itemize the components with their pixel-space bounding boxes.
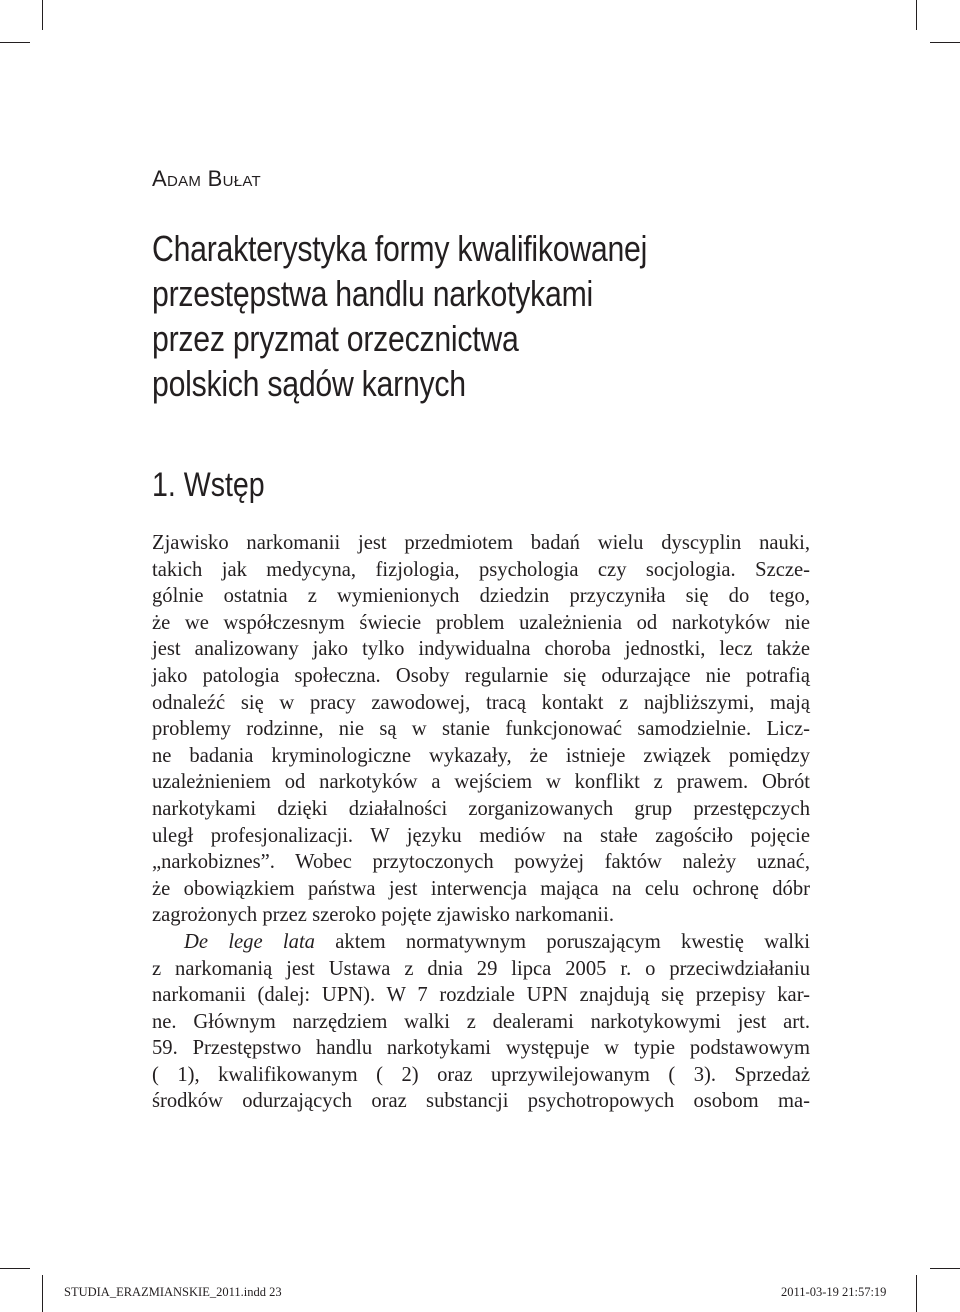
text-line: jako patologia społeczna. Osoby regularnie się odurzające nie potrafią (152, 664, 810, 687)
title-line: Charakterystyka formy kwalifikowanej (152, 228, 648, 269)
footer-timestamp: 2011-03-19 21:57:19 (781, 1285, 887, 1299)
crop-mark-top-right-h (930, 42, 960, 43)
text-line: zagrożonych przez szeroko pojęte zjawisko narkomanii. (152, 904, 615, 927)
text-line: że obowiązkiem państwa jest interwencja mająca na celu ochronę dóbr (152, 877, 810, 900)
section-heading: 1. Wstęp (152, 466, 265, 504)
crop-mark-bottom-right-h (930, 1268, 960, 1269)
text-line: 59. Przestępstwo handlu narkotykami występuje w typie podstawowym (152, 1037, 810, 1060)
text-line: z narkomanią jest Ustawa z dnia 29 lipca 2005 r. o przeciwdziałaniu (152, 957, 810, 980)
text-line: że we współczesnym świecie problem uzależnienia od narkotyków nie (152, 611, 810, 634)
title-line: przestępstwa handlu narkotykami (152, 273, 593, 314)
text-line: uległ profesjonalizacji. W języku mediów na stałe zagościło pojęcie (152, 824, 810, 847)
text-line: ne. Głównym narzędziem walki z dealerami narkotykowymi jest art. (152, 1010, 810, 1033)
text-line: gólnie ostatnia z wymienionych dziedzin przyczyniła się do tego, (152, 585, 810, 608)
crop-mark-bottom-right (916, 1275, 917, 1312)
text-line: problemy rodzinne, nie są w stanie funkcjonować samodzielnie. Licz- (152, 718, 810, 741)
text-line: narkomanii (dalej: UPN). W 7 rozdziale UPN znajdują się przepisy kar- (152, 984, 810, 1007)
text-line: jest analizowany jako tylko indywidualna choroba jednostki, lecz także (152, 638, 810, 661)
paragraph-2 (152, 929, 810, 1115)
paragraph-1 (152, 530, 810, 929)
crop-mark-top-right (916, 0, 917, 30)
author-name: Adam Bułat (152, 166, 262, 191)
text-line: uzależnieniem od narkotyków a wejściem w konflikt z prawem. Obrót (152, 771, 810, 794)
text-line: takich jak medycyna, fizjologia, psychologia czy socjologia. Szcze- (152, 558, 810, 581)
article-title (152, 226, 647, 406)
text-line (152, 929, 810, 956)
title-line: polskich sądów karnych (152, 363, 466, 404)
text-line: odnaleźć się w pracy zawodowej, tracą kontakt z najbliższymi, mają (152, 691, 810, 714)
title-line: przez pryzmat orzecznictwa (152, 318, 519, 359)
latin-phrase: De lege lata (184, 930, 315, 953)
text-line: ( 1), kwalifikowanym ( 2) oraz uprzywilejowanym ( 3). Sprzedaż (152, 1063, 810, 1086)
text-run: aktem normatywnym poruszającym kwestię walki (314, 930, 810, 953)
text-line: „narkobiznes”. Wobec przytoczonych powyżej faktów należy uznać, (152, 851, 810, 874)
crop-mark-top-left-h (0, 42, 30, 43)
article-body (152, 530, 810, 1115)
text-line: Zjawisko narkomanii jest przedmiotem badań wielu dyscyplin nauki, (152, 532, 810, 554)
crop-mark-top-left (42, 0, 43, 30)
text-line: środków odurzających oraz substancji psychotropowych osobom ma- (152, 1090, 810, 1113)
text-line: narkotykami dzięki działalności zorganizowanych grup przestępczych (152, 797, 810, 820)
text-line: ne badania kryminologiczne wykazały, że istnieje związek pomiędzy (152, 744, 810, 767)
crop-mark-bottom-left (42, 1275, 43, 1312)
footer-file-name: STUDIA_ERAZMIANSKIE_2011.indd 23 (64, 1285, 282, 1299)
crop-mark-bottom-left-h (0, 1268, 30, 1269)
